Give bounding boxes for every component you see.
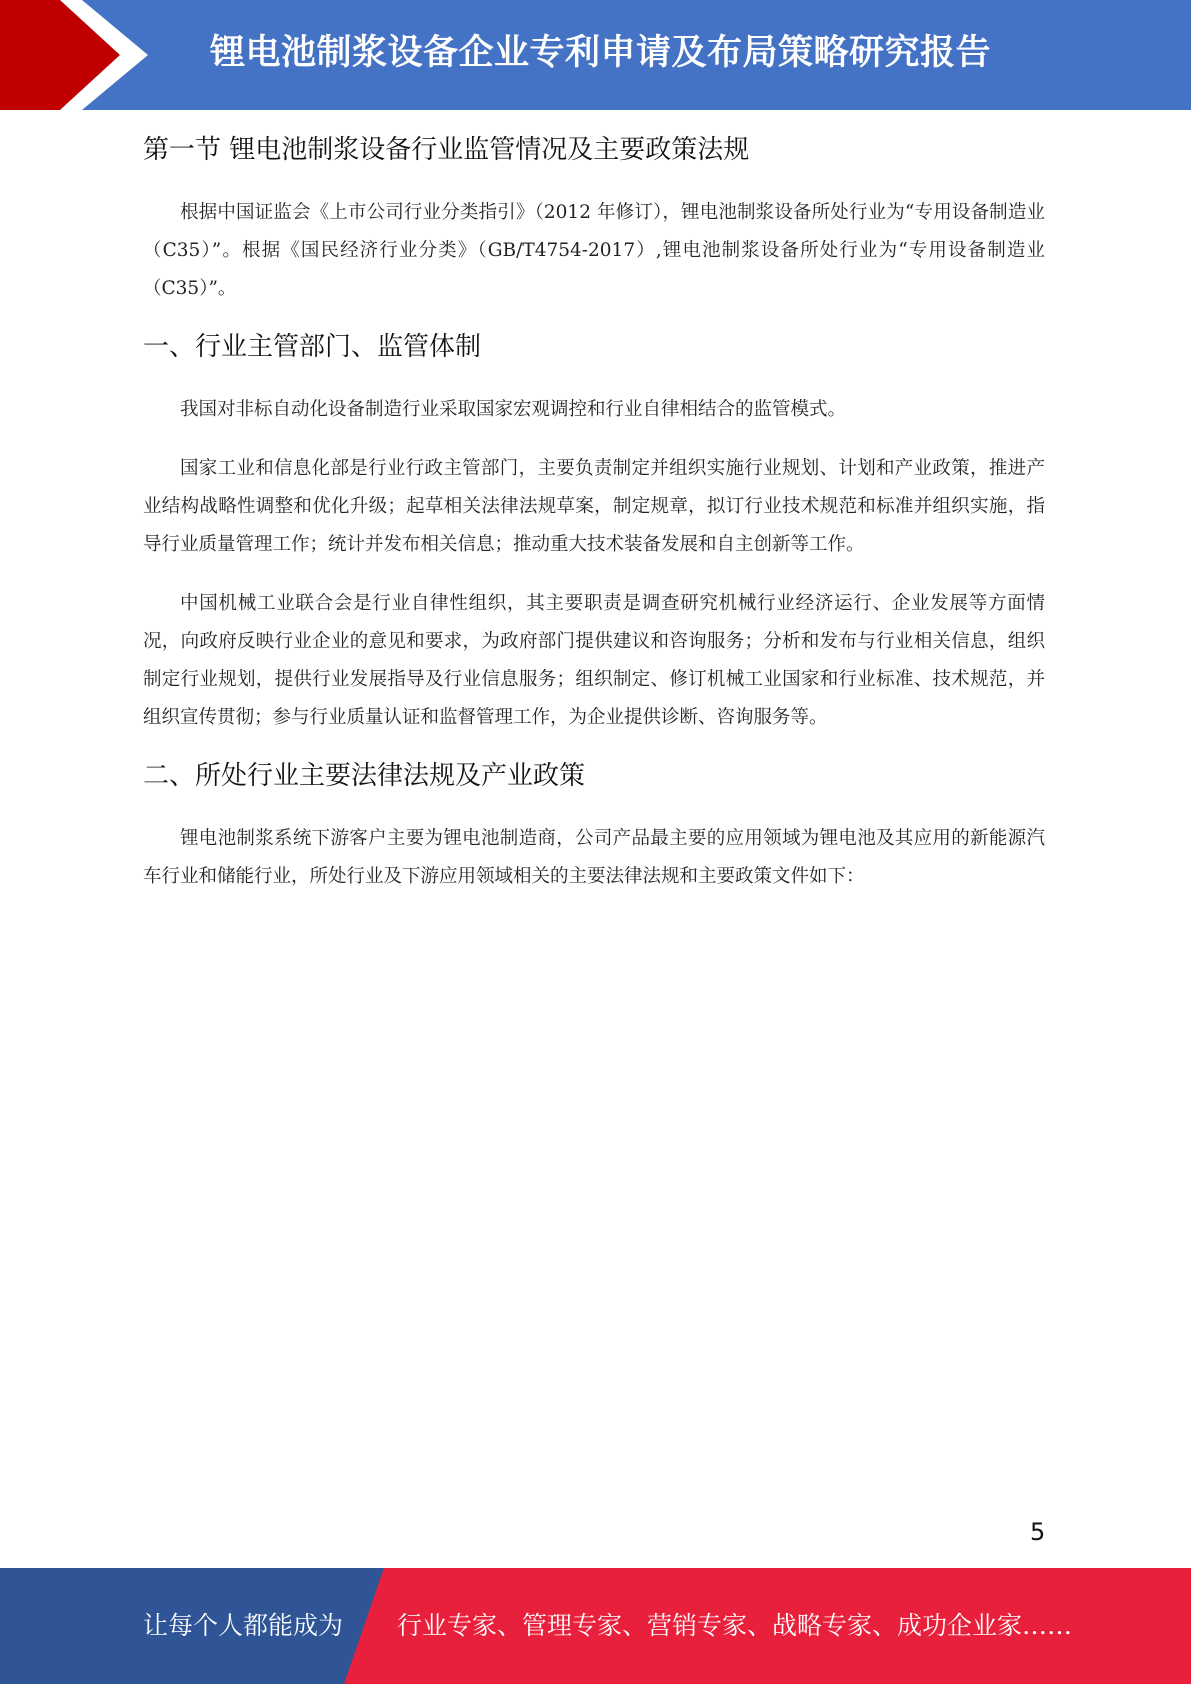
footer-slogan-right: 行业专家、管理专家、营销专家、战略专家、成功企业家…… [397,1611,1073,1640]
paragraph: 锂电池制浆系统下游客户主要为锂电池制造商，公司产品最主要的应用领域为锂电池及其应用的新能源汽车行业和储能行业，所处行业及下游应用领域相关的主要法律法规和主要政策文件如下： [143,828,1045,887]
section-heading: 第一节 锂电池制浆设备行业监管情况及主要政策法规 [143,135,750,165]
page-number: 5 [1030,1518,1046,1546]
section-intro-paragraph: 根据中国证监会《上市公司行业分类指引》（2012 年修订），锂电池制浆设备所处行业为“专用设备制造业（C35）”。根据《国民经济行业分类》（GB/T4754-2017）,锂电池制浆设备所处行业为“专用设备制造业（C35）”。 [143,202,1045,299]
header-banner [0,0,1191,110]
paragraph: 我国对非标自动化设备制造行业采取国家宏观调控和行业自律相结合的监管模式。 [180,399,847,420]
report-title: 锂电池制浆设备企业专利申请及布局策略研究报告 [210,33,992,73]
subsection-heading-laws-policies: 二、所处行业主要法律法规及产业政策 [143,761,586,791]
footer-banner [0,1568,1191,1684]
subsection-heading-regulators: 一、行业主管部门、监管体制 [143,332,482,362]
document-body [143,128,1045,896]
footer-slogan-left: 让每个人都能成为 [143,1611,344,1640]
paragraph: 国家工业和信息化部是行业行政主管部门，主要负责制定并组织实施行业规划、计划和产业政策，推进产业结构战略性调整和优化升级；起草相关法律法规草案，制定规章，拟订行业技术规范和标准并组织实施，指导行业质量管理工作；统计并发布相关信息；推动重大技术装备发展和自主创新等工作。 [143,458,1045,555]
header-arrow-decoration [0,0,160,110]
paragraph: 中国机械工业联合会是行业自律性组织，其主要职责是调查研究机械行业经济运行、企业发展等方面情况，向政府反映行业企业的意见和要求，为政府部门提供建议和咨询服务；分析和发布与行业相关信息，组织制定行业规划，提供行业发展指导及行业信息服务；组织制定、修订机械工业国家和行业标准、技术规范，并组织宣传贯彻；参与行业质量认证和监督管理工作，为企业提供诊断、咨询服务等。 [143,593,1045,728]
